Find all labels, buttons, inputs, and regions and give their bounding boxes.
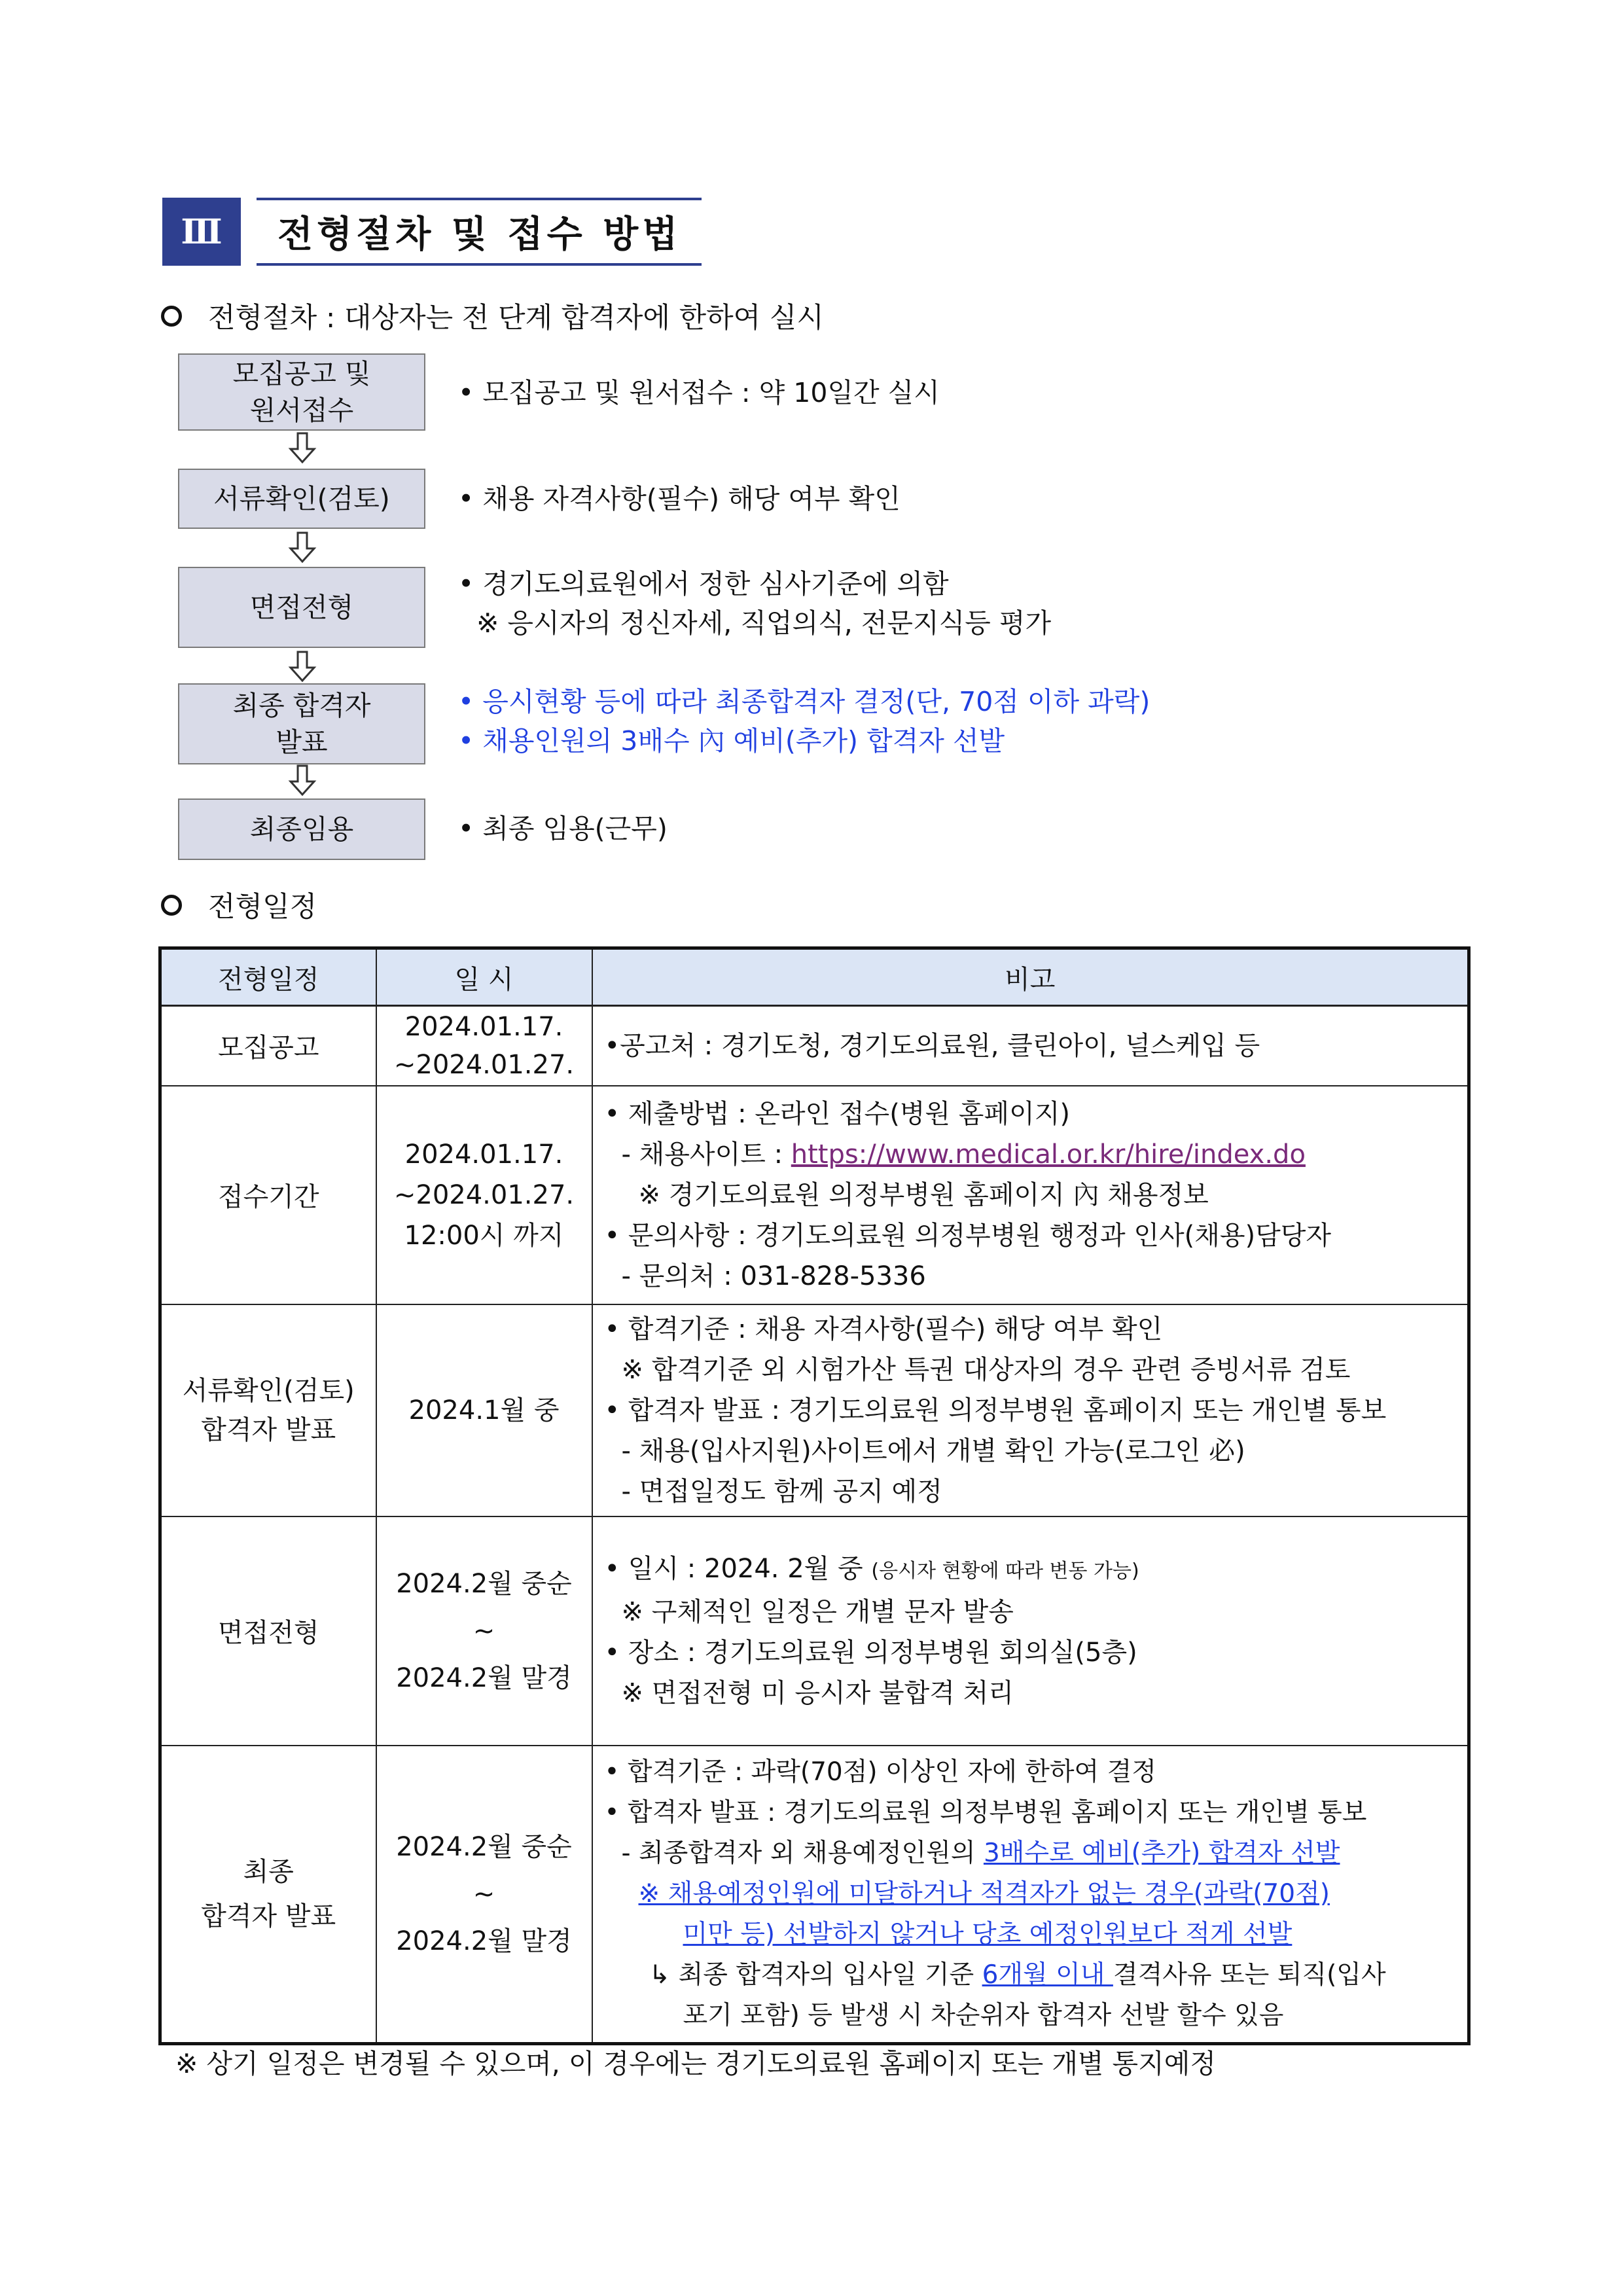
section-number-badge: Ⅲ xyxy=(162,198,241,266)
table-row xyxy=(160,1746,1469,2044)
note-line xyxy=(605,1833,1461,1874)
column-header: 전형일정 xyxy=(160,948,376,1006)
procedure-heading xyxy=(161,296,824,336)
flow-step-desc: • 채용 자격사항(필수) 해당 여부 확인 xyxy=(458,483,901,514)
section-title: 전형절차 및 접수 방법 xyxy=(277,213,682,256)
column-header: 일 시 xyxy=(376,948,592,1006)
date-text: 2024.01.17. xyxy=(404,1011,563,1042)
flow-step-document-review xyxy=(178,469,425,529)
table-row xyxy=(160,1006,1469,1086)
date-text: 12:00시 까지 xyxy=(404,1220,564,1251)
note-text: 결격사유 또는 퇴직(입사 xyxy=(1113,1960,1386,1990)
date-text: 2024.2월 중순 xyxy=(396,1831,572,1862)
down-arrow-icon xyxy=(288,764,317,796)
table-row xyxy=(160,1304,1469,1516)
date-text: 2024.2월 말경 xyxy=(396,1926,572,1956)
note-line xyxy=(605,1134,1461,1175)
section-title-box xyxy=(257,198,702,266)
note-line: 포기 포함) 등 발생 시 차순위자 합격자 선발 할수 있음 xyxy=(683,2000,1284,2030)
highlight-note-line: 미만 등) 선발하지 않거나 당초 예정인원보다 적게 선발 xyxy=(683,1919,1293,1949)
stage-text: 최종 xyxy=(243,1856,294,1887)
note-text: ↳ 최종 합격자의 입사일 기준 xyxy=(649,1960,982,1990)
flow-step-label: 발표 xyxy=(276,726,328,758)
date-text: 2024.01.17. xyxy=(404,1139,563,1170)
highlight-text: 3배수로 예비(추가) 합격자 선발 xyxy=(983,1838,1340,1868)
flow-step-desc: • 최종 임용(근무) xyxy=(458,813,668,844)
date-text: 2024.2월 중순 xyxy=(396,1568,572,1599)
date-text: ~ xyxy=(473,1878,495,1909)
flow-step-desc: • 경기도의료원에서 정한 심사기준에 의함 xyxy=(458,568,949,600)
flow-step-note: ※ 응시자의 정신자세, 직업의식, 전문지식등 평가 xyxy=(476,607,1052,639)
stage-text: 접수기간 xyxy=(217,1182,319,1212)
flow-step-desc-group xyxy=(458,564,1051,643)
schedule-heading-text: 전형일정 xyxy=(208,891,317,924)
note-line: ※ 구체적인 일정은 개별 문자 발송 xyxy=(621,1596,1014,1627)
table-row xyxy=(160,1086,1469,1304)
date-cell xyxy=(376,1746,592,2044)
flow-step-label: 면접전형 xyxy=(249,592,354,623)
table-row xyxy=(160,1516,1469,1746)
note-line: • 합격기준 : 과락(70점) 이상인 자에 한하여 결정 xyxy=(604,1757,1156,1787)
stage-cell xyxy=(160,1304,376,1516)
note-line: • 합격자 발표 : 경기도의료원 의정부병원 홈페이지 또는 개인별 통보 xyxy=(604,1797,1367,1827)
note-text: • 일시 : 2024. 2월 중 xyxy=(604,1553,872,1584)
note-cell xyxy=(592,1006,1469,1086)
stage-text: 합격자 발표 xyxy=(201,1901,336,1931)
flow-step-label: 최종임용 xyxy=(249,814,354,845)
down-arrow-icon xyxy=(288,531,317,563)
circle-bullet-icon xyxy=(161,306,182,327)
flow-step-interview xyxy=(178,567,425,648)
note-line: • 합격기준 : 채용 자격사항(필수) 해당 여부 확인 xyxy=(604,1314,1163,1344)
stage-cell xyxy=(160,1086,376,1304)
note-line: • 제출방법 : 온라인 접수(병원 홈페이지) xyxy=(604,1098,1070,1129)
stage-cell xyxy=(160,1746,376,2044)
flow-step-appointment xyxy=(178,798,425,860)
flow-step-desc: • 모집공고 및 원서접수 : 약 10일간 실시 xyxy=(458,377,940,408)
date-text: 2024.1월 중 xyxy=(408,1395,560,1426)
flow-step-label: 원서접수 xyxy=(249,395,354,426)
date-cell xyxy=(376,1304,592,1516)
note-text: - 최종합격자 외 채용예정인원의 xyxy=(621,1838,984,1868)
flow-step-desc: • 채용인원의 3배수 內 예비(추가) 합격자 선발 xyxy=(458,725,1005,757)
note-line: - 문의처 : 031-828-5336 xyxy=(621,1261,926,1291)
flow-step-label: 최종 합격자 xyxy=(232,690,371,721)
date-text: 2024.2월 말경 xyxy=(396,1662,572,1693)
date-text: ~ xyxy=(473,1615,495,1646)
note-cell xyxy=(592,1516,1469,1746)
stage-cell xyxy=(160,1006,376,1086)
note-line: - 면접일정도 함께 공지 예정 xyxy=(621,1476,942,1507)
note-cell xyxy=(592,1304,1469,1516)
flow-step-desc-group xyxy=(458,682,1150,761)
schedule-table xyxy=(158,946,1471,2045)
schedule-heading xyxy=(161,885,317,925)
stage-text: 모집공고 xyxy=(217,1033,319,1064)
down-arrow-icon xyxy=(288,432,317,463)
hire-site-link[interactable]: https://www.medical.or.kr/hire/index.do xyxy=(791,1139,1306,1170)
note-small-text: (응시자 현황에 따라 변동 가능) xyxy=(871,1559,1139,1583)
note-line: • 문의사항 : 경기도의료원 의정부병원 행정과 인사(채용)담당자 xyxy=(604,1220,1332,1251)
note-line: ※ 면접전형 미 응시자 불합격 처리 xyxy=(621,1677,1014,1708)
date-cell xyxy=(376,1006,592,1086)
stage-cell xyxy=(160,1516,376,1746)
note-line: ※ 합격기준 외 시험가산 특권 대상자의 경우 관련 증빙서류 검토 xyxy=(621,1354,1351,1385)
stage-text: 합격자 발표 xyxy=(201,1414,336,1445)
circle-bullet-icon xyxy=(161,895,182,916)
date-cell xyxy=(376,1516,592,1746)
note-cell xyxy=(592,1086,1469,1304)
procedure-heading-text: 전형절차 : 대상자는 전 단계 합격자에 한하여 실시 xyxy=(208,302,824,334)
note-line: •공고처 : 경기도청, 경기도의료원, 클린아이, 널스케입 등 xyxy=(604,1030,1260,1061)
footnote: ※ 상기 일정은 변경될 수 있으며, 이 경우에는 경기도의료원 홈페이지 또는 개별 통지예정 xyxy=(175,2048,1216,2079)
down-arrow-icon xyxy=(288,651,317,682)
note-line: • 장소 : 경기도의료원 의정부병원 회의실(5층) xyxy=(604,1637,1137,1668)
note-line: ※ 경기도의료원 의정부병원 홈페이지 內 채용정보 xyxy=(638,1179,1209,1210)
note-line: • 합격자 발표 : 경기도의료원 의정부병원 홈페이지 또는 개인별 통보 xyxy=(604,1395,1387,1426)
note-line xyxy=(605,1955,1461,1996)
date-text: ~2024.01.27. xyxy=(393,1179,575,1210)
flow-step-desc: • 응시현황 등에 따라 최종합격자 결정(단, 70점 이하 과락) xyxy=(458,686,1150,717)
date-cell xyxy=(376,1086,592,1304)
stage-text: 서류확인(검토) xyxy=(182,1375,355,1406)
highlight-text: 6개월 이내 xyxy=(982,1960,1113,1990)
note-cell xyxy=(592,1746,1469,2044)
flow-step-recruitment xyxy=(178,353,425,431)
table-header-row xyxy=(160,948,1469,1006)
note-text: - 채용사이트 : xyxy=(621,1139,791,1170)
column-header: 비고 xyxy=(592,948,1469,1006)
flow-step-final-announcement xyxy=(178,683,425,764)
date-text: ~2024.01.27. xyxy=(393,1049,575,1080)
highlight-note-line: ※ 채용예정인원에 미달하거나 적격자가 없는 경우(과락(70점) xyxy=(638,1878,1330,1909)
flow-step-label: 모집공고 및 xyxy=(232,358,371,389)
note-line xyxy=(605,1549,1461,1592)
stage-text: 면접전형 xyxy=(217,1618,319,1648)
note-line: - 채용(입사지원)사이트에서 개별 확인 가능(로그인 必) xyxy=(621,1435,1245,1466)
flow-step-label: 서류확인(검토) xyxy=(213,483,390,514)
